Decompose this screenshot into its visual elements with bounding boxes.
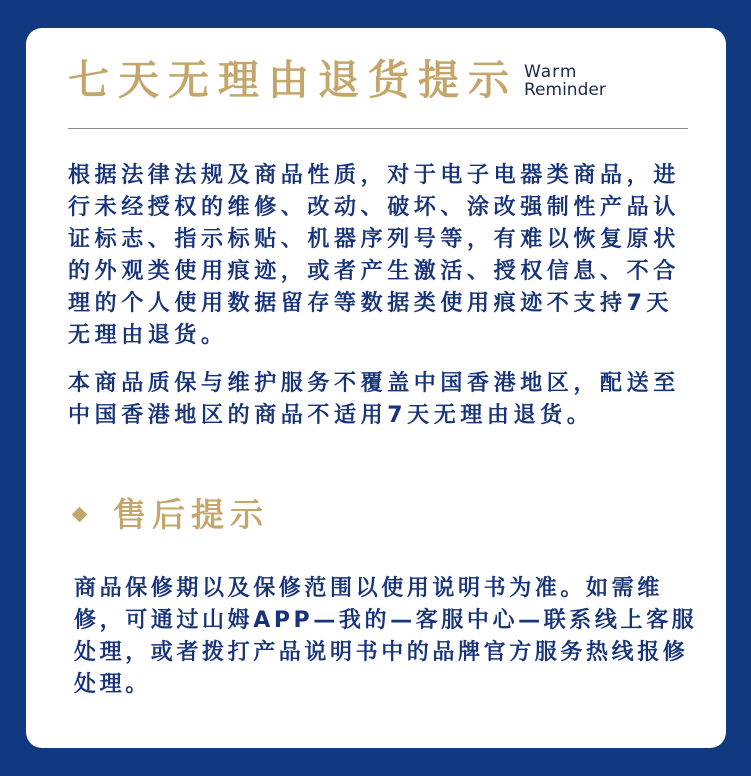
after-sales-title: 售后提示 xyxy=(113,495,269,534)
reminder-label: Reminder xyxy=(524,79,606,100)
return-policy-paragraph-1: 根据法律法规及商品性质，对于电子电器类商品，进行未经授权的维修、改动、破坏、涂改强制性产品认证标志、指示标贴、机器序列号等，有难以恢复原状的外观类使用痕迹，或者产生激活、授权信息、不合理的个人使用数据留存等数据类使用痕迹不支持7天无理由退货。 xyxy=(68,163,680,348)
return-policy-paragraph-2: 本商品质保与维护服务不覆盖中国香港地区，配送至中国香港地区的商品不适用7天无理由退货。 xyxy=(68,371,680,428)
header xyxy=(68,56,606,104)
diamond-bullet-icon xyxy=(72,507,88,523)
after-sales-heading xyxy=(74,495,269,534)
warm-reminder-label xyxy=(524,63,606,99)
page-title: 七天无理由退货提示 xyxy=(68,56,518,104)
after-sales-text: 商品保修期以及保修范围以使用说明书为准。如需维修，可通过山姆APP—我的—客服中心—联系线上客服处理，或者拨打产品说明书中的品牌官方服务热线报修处理。 xyxy=(74,576,698,697)
header-divider xyxy=(68,128,688,129)
notice-card xyxy=(26,28,726,748)
warm-label: Warm xyxy=(524,61,578,82)
